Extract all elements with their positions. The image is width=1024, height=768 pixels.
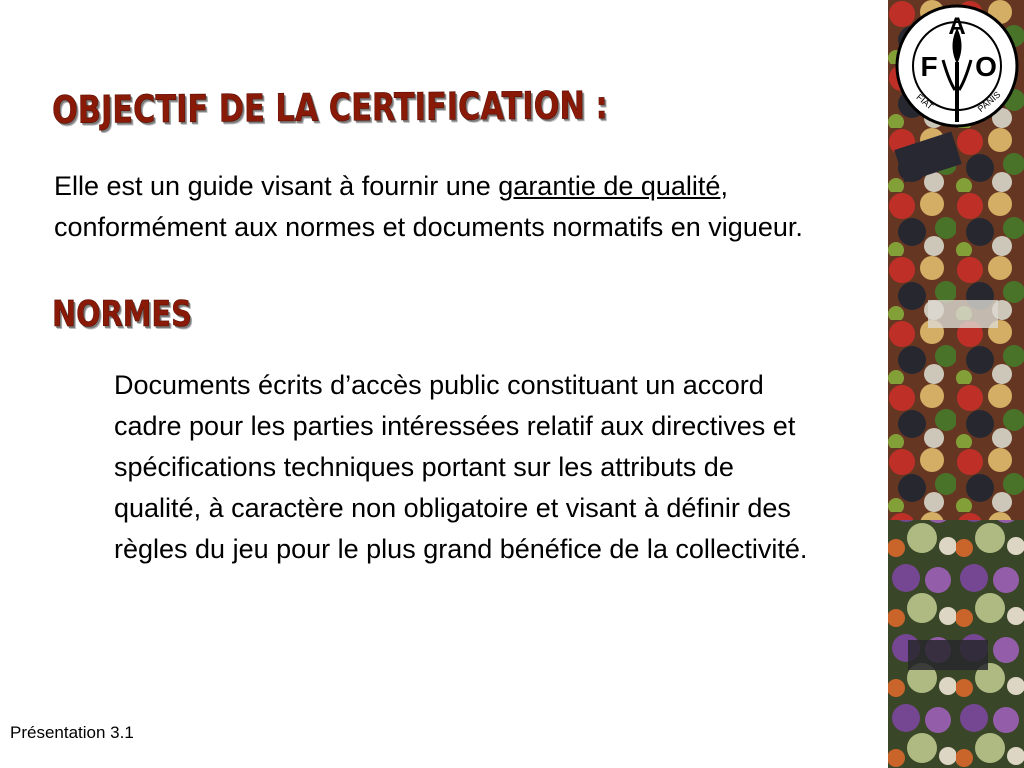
paragraph-text-start: Elle est un guide visant à fournir une [54, 171, 499, 201]
logo-motto-panis: PANIS [975, 89, 1003, 114]
slide-number: Présentation 3.1 [10, 723, 134, 742]
quality-guarantee-text: garantie de qualité [498, 171, 721, 201]
fao-logo [893, 4, 1021, 128]
normes-definition: Documents écrits d’accès public constituant un accord cadre pour les parties intéressées relatif aux directives et spécifications techniques portant sur les attributs de qualité, à caractère non obligatoire et visant à définir des règles du jeu pour le plus grand bénéfice de la collectivité. [114, 370, 808, 564]
paragraph-text-end: , conformément aux normes et documents normatifs en vigueur. [54, 171, 803, 242]
normes-heading: NORMES [52, 294, 192, 335]
logo-motto-fiat: FIAT [914, 91, 936, 112]
logo-letter-a: A [948, 13, 966, 40]
logo-letter-o: O [975, 51, 997, 82]
certification-paragraph [54, 166, 814, 248]
logo-letter-f: F [920, 51, 938, 82]
objective-heading: OBJECTIF DE LA CERTIFICATION : [51, 83, 608, 132]
